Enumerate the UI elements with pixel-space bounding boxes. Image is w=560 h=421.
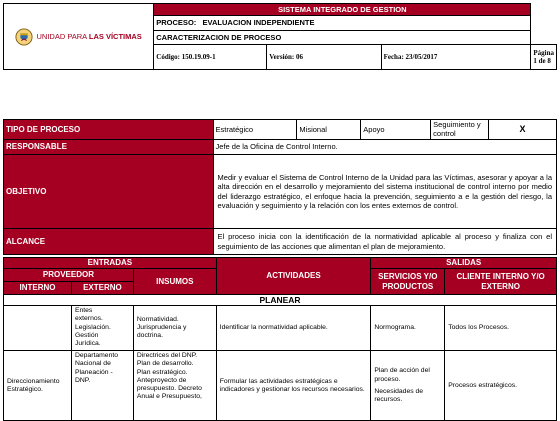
version: Versión: 06 xyxy=(267,45,381,70)
tipo-misional: Misional xyxy=(297,120,361,140)
logo-cell xyxy=(4,4,154,70)
servicios-header: SERVICIOS Y/O PRODUCTOS xyxy=(371,269,445,295)
alcance-label: ALCANCE xyxy=(4,229,214,255)
entradas-salidas-table xyxy=(3,257,557,421)
document-header xyxy=(3,3,557,70)
document-title: CARACTERIZACION DE PROCESO xyxy=(154,30,531,45)
row1-actividad: Identificar la normatividad aplicable. xyxy=(216,306,371,351)
salidas-header: SALIDAS xyxy=(371,258,557,269)
actividades-header: ACTIVIDADES xyxy=(216,258,371,295)
selected-mark: X xyxy=(489,120,557,140)
externo-header: EXTERNO xyxy=(71,282,133,295)
table-row xyxy=(4,306,557,351)
row1-externo: Entes externos. Legislación. Gestión Jurídica. xyxy=(71,306,133,351)
insumos-header: INSUMOS xyxy=(133,269,216,295)
row2-insumos: Directrices del DNP. Plan de desarrollo. Plan estratégico. Anteproyecto de presupuesto. Decreto Anual e Presupuesto, xyxy=(133,351,216,421)
entradas-header: ENTRADAS xyxy=(4,258,217,269)
process-info-table xyxy=(3,119,557,255)
logo-emphasis: LAS VÍCTIMAS xyxy=(88,32,142,41)
tipo-seguimiento: Seguimiento y control xyxy=(431,120,489,140)
cliente-header: CLIENTE INTERNO Y/O EXTERNO xyxy=(445,269,557,295)
logo-prefix: UNIDAD PARA xyxy=(36,32,89,41)
unidad-victimas-logo xyxy=(6,28,151,46)
process-label: PROCESO: xyxy=(156,18,197,28)
row1-cliente: Todos los Procesos. xyxy=(445,306,557,351)
responsable-value: Jefe de la Oficina de Control Interno. xyxy=(213,139,556,154)
process-row xyxy=(154,16,531,31)
row2-externo: Departamento Nacional de Planeación - DNP. xyxy=(71,351,133,421)
row1-servicio: Normograma. xyxy=(371,306,445,351)
codigo: Código: 150.19.09-1 xyxy=(154,45,267,70)
pagina: Página 1 de 8 xyxy=(531,45,557,70)
fecha: Fecha: 23/05/2017 xyxy=(381,45,531,70)
objetivo-label: OBJETIVO xyxy=(4,155,214,229)
row1-insumos: Normatividad. Jurisprudencia y doctrina. xyxy=(133,306,216,351)
tipo-apoyo: Apoyo xyxy=(361,120,431,140)
system-title: SISTEMA INTEGRADO DE GESTION xyxy=(154,4,531,16)
phase-planear: PLANEAR xyxy=(4,295,557,306)
row2-cliente: Procesos estratégicos. xyxy=(445,351,557,421)
tipo-label: TIPO DE PROCESO xyxy=(4,120,214,140)
alcance-value: El proceso inicia con la identificación de la normatividad aplicable al proceso y finaliza con el seguimiento de las acciones que alimentan el plan de mejoramiento. xyxy=(213,229,556,255)
row2-servicio: Plan de acción del proceso. Necesidades de recursos. xyxy=(371,351,445,421)
table-row xyxy=(4,351,557,421)
row2-interno: Direccionamiento Estratégico. xyxy=(4,351,72,421)
row2-actividad: Formular las actividades estratégicas e indicadores y gestionar los recursos necesarios. xyxy=(216,351,371,421)
process-name: EVALUACION INDEPENDIENTE xyxy=(202,18,315,28)
tipo-estrategico: Estratégico xyxy=(213,120,297,140)
proveedor-header: PROVEEDOR xyxy=(4,269,134,282)
responsable-label: RESPONSABLE xyxy=(4,139,214,154)
interno-header: INTERNO xyxy=(4,282,72,295)
objetivo-value: Medir y evaluar el Sistema de Control Interno de la Unidad para las Víctimas, asesorar y apoyar a la alta dirección en el desarrollo y mejoramiento del sistema institucional de control interno por medio del liderazgo estratégico, el enfoque hacia la prevención, seguimiento a e la gestión del riesgo, la evaluación y seguimiento y la relación con los entes externos de control. xyxy=(213,155,556,229)
row1-interno xyxy=(4,306,72,351)
coat-of-arms-icon xyxy=(15,28,33,46)
